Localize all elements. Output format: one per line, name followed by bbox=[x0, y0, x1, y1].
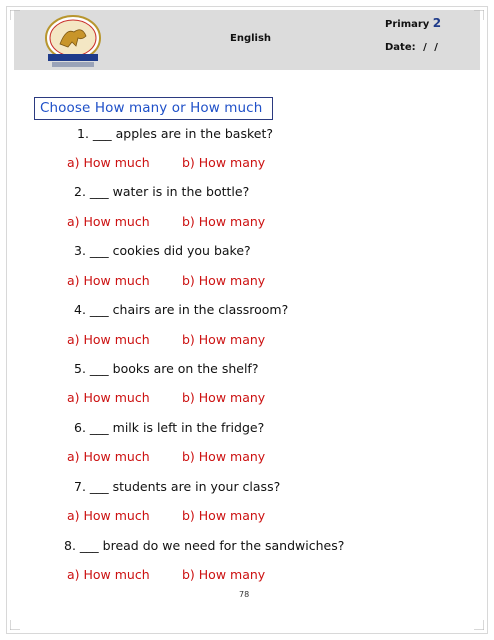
question-6 bbox=[74, 420, 264, 435]
option-b: b) How many bbox=[182, 390, 266, 405]
question-number: 4. bbox=[74, 302, 86, 317]
question-number: 1. bbox=[77, 126, 89, 141]
option-a: a) How much bbox=[67, 508, 150, 523]
option-b: b) How many bbox=[182, 273, 266, 288]
question-text: ___ students are in your class? bbox=[89, 479, 281, 494]
question-8 bbox=[64, 538, 344, 553]
corner-mark-icon bbox=[474, 620, 484, 630]
question-number: 6. bbox=[74, 420, 86, 435]
corner-mark-icon bbox=[10, 10, 20, 20]
question-text: ___ water is in the bottle? bbox=[89, 184, 250, 199]
question-1 bbox=[77, 126, 273, 141]
question-text: ___ milk is left in the fridge? bbox=[89, 420, 265, 435]
option-a: a) How much bbox=[67, 155, 150, 170]
date-value: / / bbox=[423, 42, 438, 53]
question-text: ___ apples are in the basket? bbox=[92, 126, 273, 141]
corner-mark-icon bbox=[474, 10, 484, 20]
date-field bbox=[385, 42, 438, 53]
question-5 bbox=[74, 361, 258, 376]
question-2 bbox=[74, 184, 249, 199]
corner-mark-icon bbox=[10, 620, 20, 630]
question-4 bbox=[74, 302, 288, 317]
option-a: a) How much bbox=[67, 449, 150, 464]
question-number: 8. bbox=[64, 538, 76, 553]
question-text: ___ books are on the shelf? bbox=[89, 361, 259, 376]
grade-number: 2 bbox=[432, 16, 442, 30]
option-b: b) How many bbox=[182, 214, 266, 229]
question-7 bbox=[74, 479, 280, 494]
question-number: 2. bbox=[74, 184, 86, 199]
school-logo bbox=[38, 14, 108, 72]
question-3 bbox=[74, 243, 251, 258]
option-a: a) How much bbox=[67, 567, 150, 582]
option-a: a) How much bbox=[67, 214, 150, 229]
option-b: b) How many bbox=[182, 449, 266, 464]
option-b: b) How many bbox=[182, 155, 266, 170]
question-number: 3. bbox=[74, 243, 86, 258]
page-number: 78 bbox=[239, 590, 250, 599]
question-text: ___ chairs are in the classroom? bbox=[89, 302, 289, 317]
question-number: 5. bbox=[74, 361, 86, 376]
question-text: ___ cookies did you bake? bbox=[89, 243, 251, 258]
option-a: a) How much bbox=[67, 332, 150, 347]
option-b: b) How many bbox=[182, 508, 266, 523]
instruction-title: Choose How many or How much bbox=[40, 100, 263, 116]
option-a: a) How much bbox=[67, 273, 150, 288]
question-number: 7. bbox=[74, 479, 86, 494]
option-b: b) How many bbox=[182, 567, 266, 582]
subject-label: English bbox=[230, 33, 272, 44]
date-label: Date: bbox=[385, 42, 416, 53]
question-text: ___ bread do we need for the sandwiches? bbox=[79, 538, 345, 553]
grade-label bbox=[385, 16, 441, 30]
option-b: b) How many bbox=[182, 332, 266, 347]
grade-text: Primary bbox=[385, 19, 430, 30]
option-a: a) How much bbox=[67, 390, 150, 405]
